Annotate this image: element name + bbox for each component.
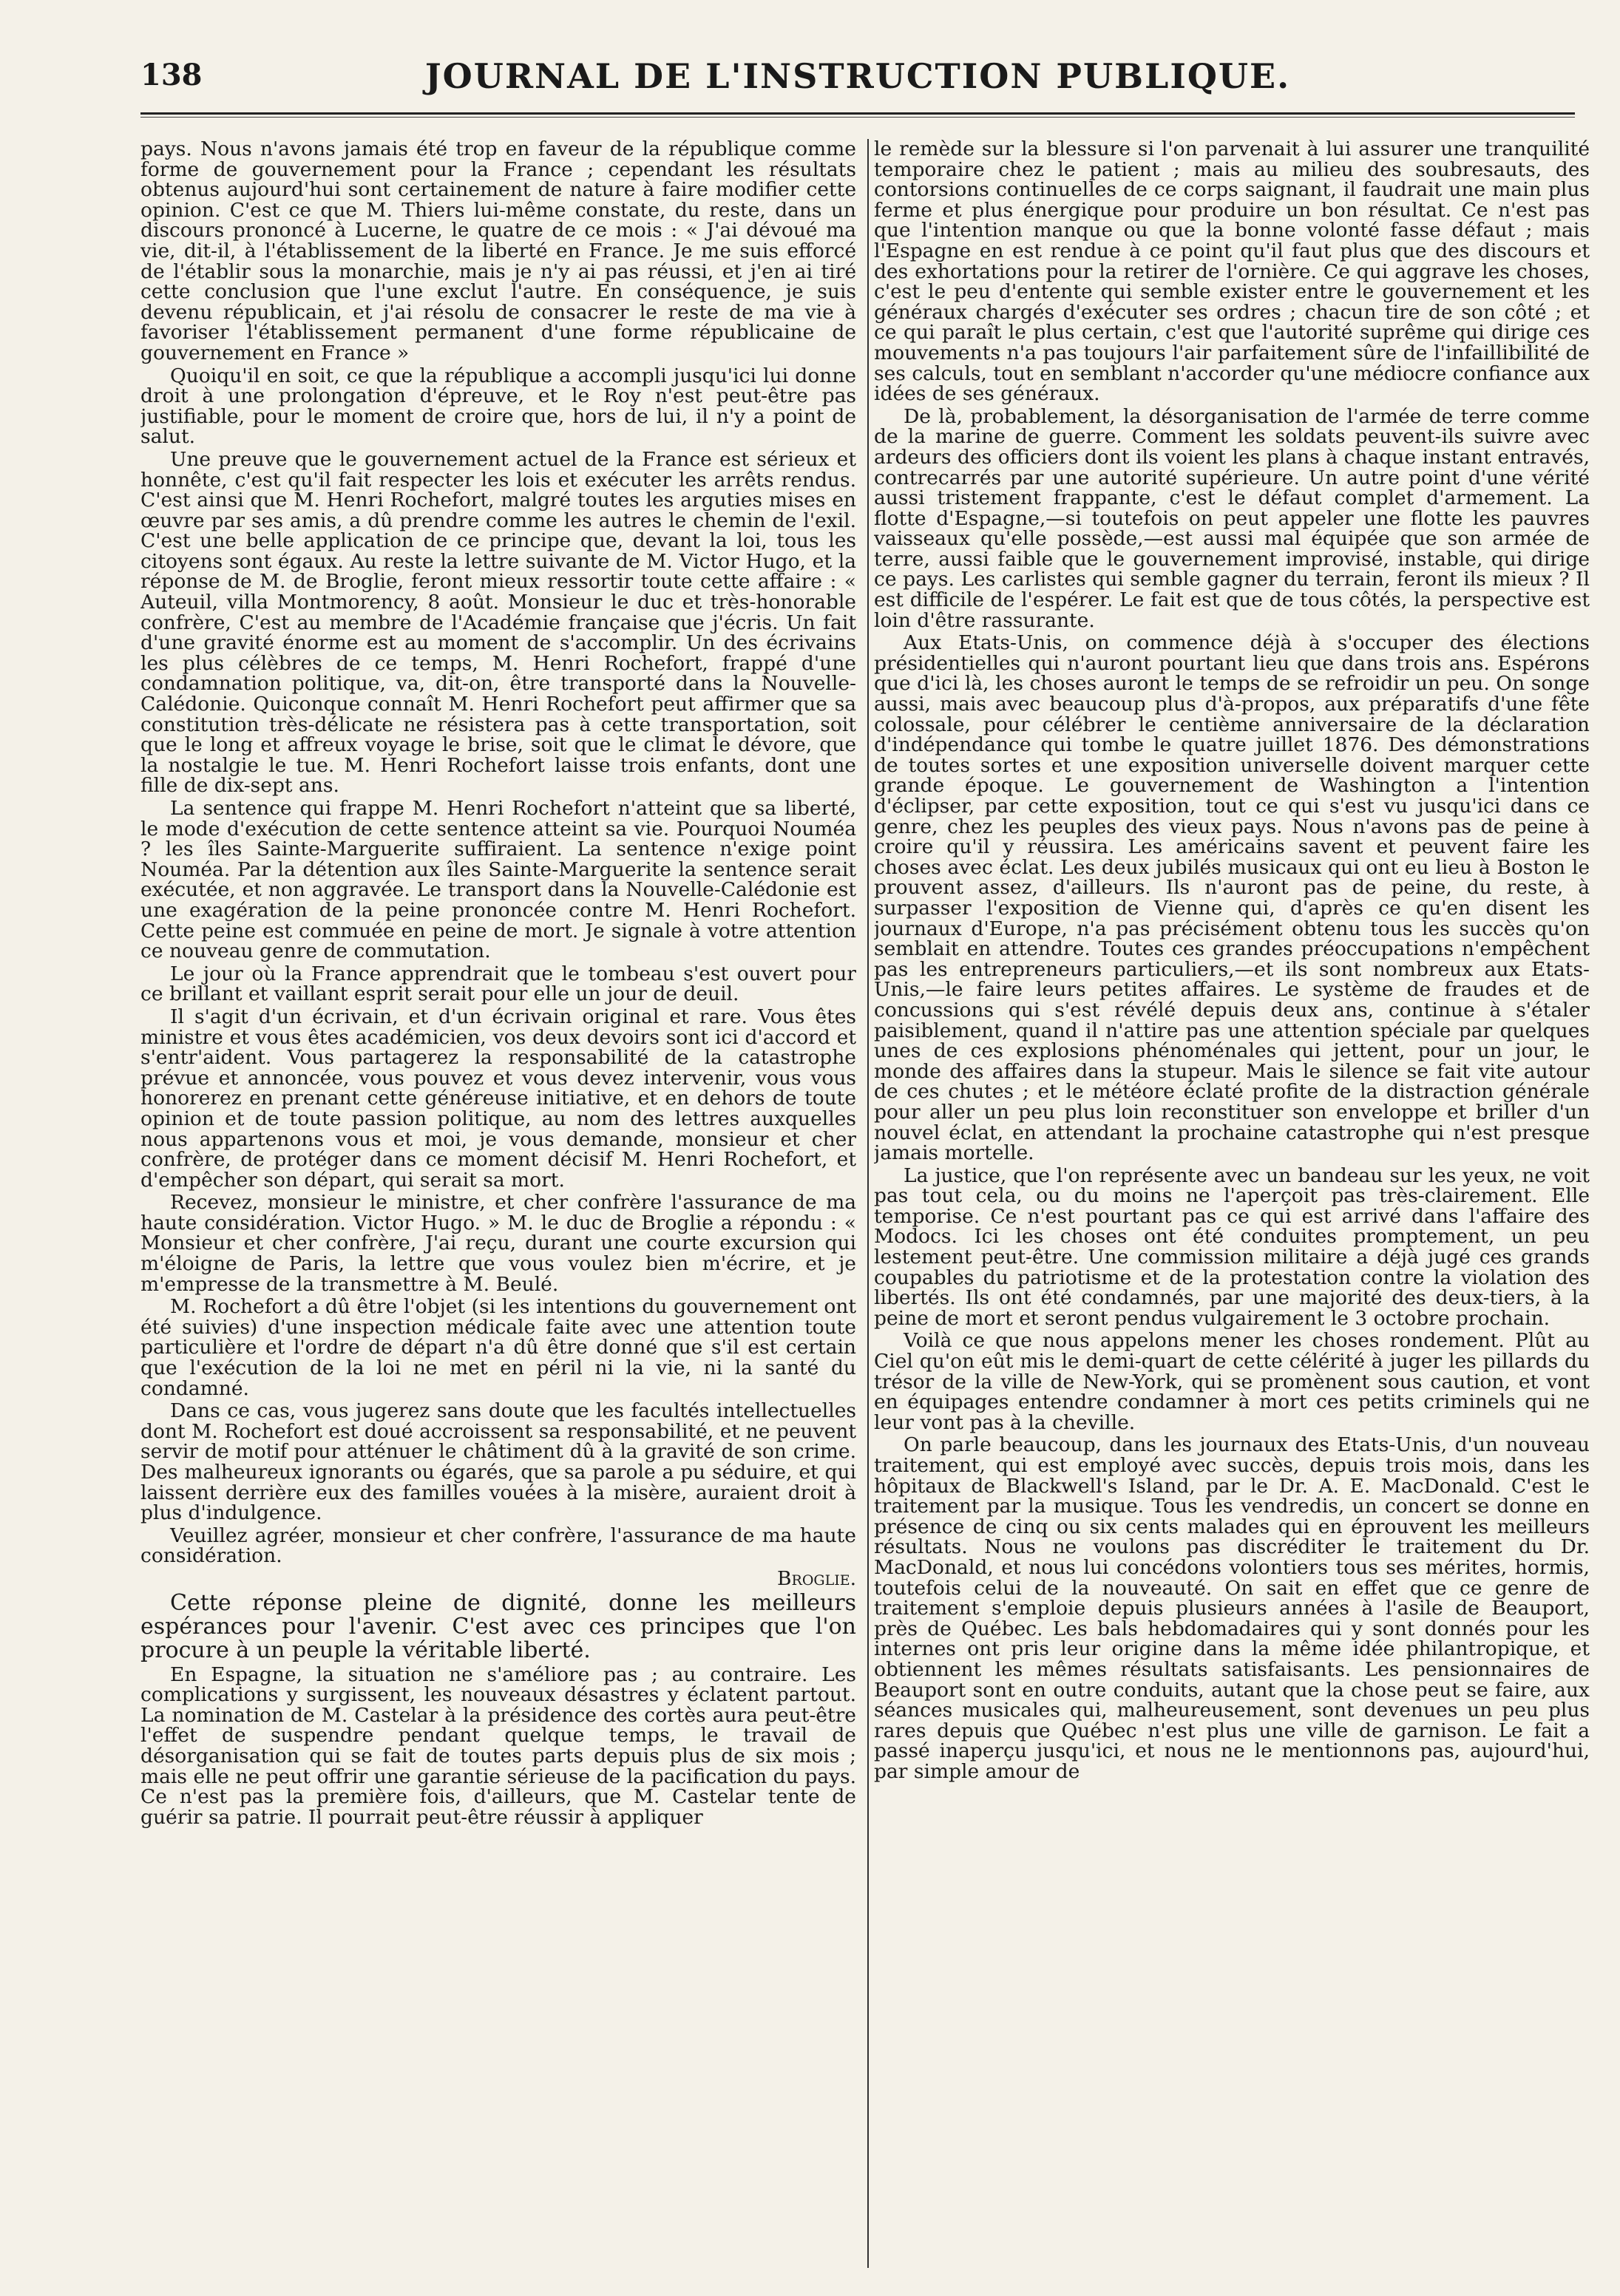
left-paragraph-8: M. Rochefort a dû être l'objet (si les intentions du gouvernement ont été suivies) d'une inspection médicale faite avec une attention toute particulière et l'ordre de départ n'a dû être donné que s'il est certain que l'exécution de la loi ne met en péril ni la vie, ni la santé du condamné. — [140, 1295, 856, 1400]
journal-title: JOURNAL DE L'INSTRUCTION PUBLIQUE. — [424, 56, 1291, 96]
right-paragraph-6: On parle beaucoup, dans les journaux des Etats-Unis, d'un nouveau traitement, qui est employé avec succès, depuis trois mois, dans les hôpitaux de Blackwell's Island, par le Dr. A. E. MacDonald. C'est le traitement par la musique. Tous les vendredis, un concert se donne en présence de cinq ou six cents malades qui en éprouvent les meilleurs résultats. Nous ne voulons pas discréditer le traitement du Dr. MacDonald, et nous lui concédons volontiers tous ses mérites, hormis, toutefois celui de la nouveauté. On sait en effet que ce genre de traitement s'emploie depuis plusieurs années à l'asile de Beauport, près de Québec. Les bals hebdomadaires qui y sont donnés pour les internes ont pris leur origine dans la même idée philantropique, et obtiennent les mêmes résultats satisfaisants. Les pensionnaires de Beauport sont en outre conduits, autant que la chose peut se faire, aux séances musicales qui, malheureusement, sont devenues un peu plus rares depuis que Québec n'est plus une ville de garnison. Le fait a passé inaperçu jusqu'ici, et nous ne le mentionnons pas, aujourd'hui, par simple amour de — [874, 1433, 1590, 1783]
left-paragraph-2: Quoiqu'il en soit, ce que la république a accompli jusqu'ici lui donne droit à une prolongation d'épreuve, et le Roy n'est peut-être pas justifiable, pour le moment de croire que, hors de lui, il n'y a point de salut. — [140, 364, 856, 449]
right-paragraph-1: le remède sur la blessure si l'on parvenait à lui assurer une tranquilité temporaire chez le patient ; mais au milieu des soubresauts, des contorsions continuelles de ce corps saignant, il faudrait une main plus ferme et plus énergique pour produire un bon résultat. Ce n'est pas que l'intention manque ou que la bonne volonté fasse défaut ; mais l'Espagne en est rendue à ce point qu'il faut plus que des discours et des exhortations pour la retirer de l'ornière. Ce qui aggrave les choses, c'est le peu d'entente qui semble exister entre le gouvernement et les généraux chargés d'exécuter ses ordres ; chacun tire de son côté ; et ce qui paraît le plus certain, c'est que l'autorité suprême qui dirige ces mouvements n'a pas toujours l'air parfaitement sûre de l'infaillibilité de ses calculs, tout en semblant n'accorder qu'une médiocre confiance aux idées de ses généraux. — [874, 139, 1590, 406]
left-paragraph-11: Cette réponse pleine de dignité, donne les meilleurs espérances pour l'avenir. C'est avec ces principes que l'on procure à un peuple la véritable liberté. — [140, 1589, 856, 1663]
left-paragraph-5: Le jour où la France apprendrait que le tombeau s'est ouvert pour ce brillant et vaillant esprit serait pour elle un jour de deuil. — [140, 962, 856, 1006]
right-paragraph-3: Aux Etats-Unis, on commence déjà à s'occuper des élections présidentielles qui n'auront pourtant lieu que dans trois ans. Espérons que d'ici là, les choses auront le temps de se refroidir un peu. On songe aussi, mais avec beaucoup plus d'à-propos, aux préparatifs d'une fête colossale, pour célébrer le centième anniversaire de la déclaration d'indépendance qui tombe le quatre juillet 1876. Des démonstrations de toutes sortes et une exposition universelle doivent marquer cette grande époque. Le gouvernement de Washington a l'intention d'éclipser, par cette exposition, tout ce qui s'est vu jusqu'ici dans ce genre, chez les peuples des vieux pays. Nous n'avons pas de peine à croire qu'il y réussira. Les américains savent et peuvent faire les choses avec éclat. Les deux jubilés musicaux qui ont eu lieu à Boston le prouvent assez, d'ailleurs. Ils n'auront pas de peine, du reste, à surpasser l'exposition de Vienne qui, d'après ce qu'en disent les journaux d'Europe, n'a pas précisément obtenu tous les succès qu'on semblait en attendre. Toutes ces grandes préoccupations n'empêchent pas les entrepreneurs particuliers,—et ils sont nombreux aux Etats-Unis,—le faire leurs petites affaires. Le système de fraudes et de concussions qui s'est révélé depuis deux ans, continue à s'étaler paisiblement, quand il n'attire pas une attention spéciale par quelques unes de ces explosions phénoménales qui jettent, pour un jour, le monde des affaires dans la stupeur. Mais le silence se fait vite autour de ces chutes ; et le météore éclaté profite de la distraction générale pour aller un peu plus loin reconstituer son enveloppe et briller d'un nouvel éclat, en attendant la prochaine catastrophe qui n'est presque jamais mortelle. — [874, 631, 1590, 1165]
page-number: 138 — [140, 58, 203, 92]
left-paragraph-12: En Espagne, la situation ne s'améliore pas ; au contraire. Les complications y surgissent, les nouveaux désastres y éclatent partout. La nomination de M. Castelar à la présidence des cortès aura peut-être l'effet de suspendre pendant quelque temps, le travail de désorganisation qui se fait de toutes parts depuis plus de six mois ; mais elle ne peut offrir une garantie sérieuse de la pacification du pays. Ce n'est pas la première fois, d'ailleurs, que M. Castelar tente de guérir sa patrie. Il pourrait peut-être réussir à appliquer — [140, 1662, 856, 1829]
right-paragraph-4: La justice, que l'on représente avec un bandeau sur les yeux, ne voit pas tout cela, ou du moins ne l'aperçoit pas très-clairement. Elle temporise. Ce n'est pourtant pas ce qui est arrivé dans l'affaire des Modocs. Ici les choses ont été conduites promptement, un peu lestement peut-être. Une commission militaire a déjà jugé ces grands coupables du patriotisme et de la protestation contre la violation des libertés. Ils ont été condamnés, par une majorité des deux-tiers, à la peine de mort et seront pendus vulgairement le 3 octobre prochain. — [874, 1164, 1590, 1330]
left-column — [140, 139, 856, 2268]
right-paragraph-2: De là, probablement, la désorganisation de l'armée de terre comme de la marine de guerre. Comment les soldats peuvent-ils suivre avec ardeurs des officiers dont ils voient les plans à chaque instant entravés, contrecarrés par une autorité supérieure. Un autre point d'une vérité aussi tristement frappante, c'est le défaut complet d'armement. La flotte d'Espagne,—si toutefois on peut appeler une flotte les pauvres vaisseaux qu'elle possède,—est aussi mal équipée que son armée de terre, aussi faible que le gouvernement improvisé, instable, qui dirige ce pays. Les carlistes qui semble gagner du terrain, feront ils mieux ? Il est difficile de l'espérer. Le fait est que de tous côtés, la perspective est loin d'être rassurante. — [874, 404, 1590, 632]
left-paragraph-10: Veuillez agréer, monsieur et cher confrère, l'assurance de ma haute considération. — [140, 1524, 856, 1568]
signature: Broglie. — [777, 1566, 856, 1590]
left-paragraph-6: Il s'agit d'un écrivain, et d'un écrivain original et rare. Vous êtes ministre et vous êtes académicien, vos deux devoirs sont ici d'accord et s'entr'aident. Vous partagerez la responsabilité de la catastrophe prévue et annoncée, vous pouvez et vous devez intervenir, vous vous honorerez en prenant cette généreuse initiative, et en dehors de toute opinion et de toute passion politique, au nom des lettres auxquelles nous appartenons vous et moi, je vous demande, monsieur et cher confrère, de protéger dans ce moment décisif M. Henri Rochefort, et d'empêcher son départ, qui serait sa mort. — [140, 1005, 856, 1192]
right-paragraph-5: Voilà ce que nous appelons mener les choses rondement. Plût au Ciel qu'on eût mis le demi-quart de cette célérité à juger les pillards du trésor de la ville de New-York, qui se promènent sous caution, et vont en équipages entendre condamner à mort ces petits criminels qui ne leur vont pas à la cheville. — [874, 1329, 1590, 1434]
left-paragraph-4: La sentence qui frappe M. Henri Rochefort n'atteint que sa liberté, le mode d'exécution de cette sentence atteint sa vie. Pourquoi Nouméa ? les îles Sainte-Marguerite suffiraient. La sentence n'exige point Nouméa. Par la détention aux îles Sainte-Marguerite la sentence serait exécutée, et non aggravée. Le transport dans la Nouvelle-Calédonie est une exagération de la peine prononcée contre M. Henri Rochefort. Cette peine est commuée en peine de mort. Je signale à votre attention ce nouveau genre de commutation. — [140, 797, 856, 963]
page-header — [140, 52, 1575, 103]
left-paragraph-1: pays. Nous n'avons jamais été trop en faveur de la république comme forme de gouvernement pour la France ; cependant les résultats obtenus aujourd'hui sont certainement de nature à faire modifier cette opinion. C'est ce que M. Thiers lui-même constate, du reste, dans un discours prononcé à Lucerne, le quatre de ce mois : « J'ai dévoué ma vie, dit-il, à l'établissement de la liberté en France. Je me suis efforcé de l'établir sous la monarchie, mais je n'y ai pas réussi, et j'en ai tiré cette conclusion que l'une exclut l'autre. En conséquence, je suis devenu républicain, et j'ai résolu de consacrer le reste de ma vie à favoriser l'établissement permanent d'une forme républicaine de gouvernement en France » — [140, 139, 856, 364]
right-column — [874, 139, 1590, 2268]
left-paragraph-9: Dans ce cas, vous jugerez sans doute que les facultés intellectuelles dont M. Rochefort est doué accroissent sa responsabilité, et ne peuvent servir de motif pour atténuer le châtiment dû à la gravité de son crime. Des malheureux ignorants ou égarés, que sa parole a pu séduire, et qui laissent derrière eux des familles vouées à la misère, auraient droit à plus d'indulgence. — [140, 1399, 856, 1525]
left-paragraph-3: Une preuve que le gouvernement actuel de la France est sérieux et honnête, c'est qu'il fait respecter les lois et exécuter les arrêts rendus. C'est ainsi que M. Henri Rochefort, malgré toutes les arguties mises en œuvre par ses amis, a dû prendre comme les autres le chemin de l'exil. C'est une belle application de ce principe que, devant la loi, tous les citoyens sont égaux. Au reste la lettre suivante de M. Victor Hugo, et la réponse de M. de Broglie, feront mieux ressortir toute cette affaire : « Auteuil, villa Montmorency, 8 août. Monsieur le duc et très-honorable confrère, C'est au membre de l'Académie française que j'écris. Un fait d'une gravité énorme est au moment de s'accomplir. Un des écrivains les plus célèbres de ce temps, M. Henri Rochefort, frappé d'une condamnation politique, va, dit-on, être transporté dans la Nouvelle-Calédonie. Quiconque connaît M. Henri Rochefort peut affirmer que sa constitution très-délicate ne résistera pas à cette transportation, soit que le long et affreux voyage le brise, soit que le climat le dévore, que la nostalgie le tue. M. Henri Rochefort laisse trois enfants, dont une fille de dix-sept ans. — [140, 447, 856, 798]
header-rule — [140, 112, 1575, 118]
left-paragraph-7: Recevez, monsieur le ministre, et cher confrère l'assurance de ma haute considération. Victor Hugo. » M. le duc de Broglie a répondu : « Monsieur et cher confrère, J'ai reçu, durant une courte excursion qui m'éloigne de Paris, la lettre que vous voulez bien m'écrire, et je m'empresse de la transmettre à M. Beulé. — [140, 1191, 856, 1296]
column-divider — [867, 139, 869, 2268]
